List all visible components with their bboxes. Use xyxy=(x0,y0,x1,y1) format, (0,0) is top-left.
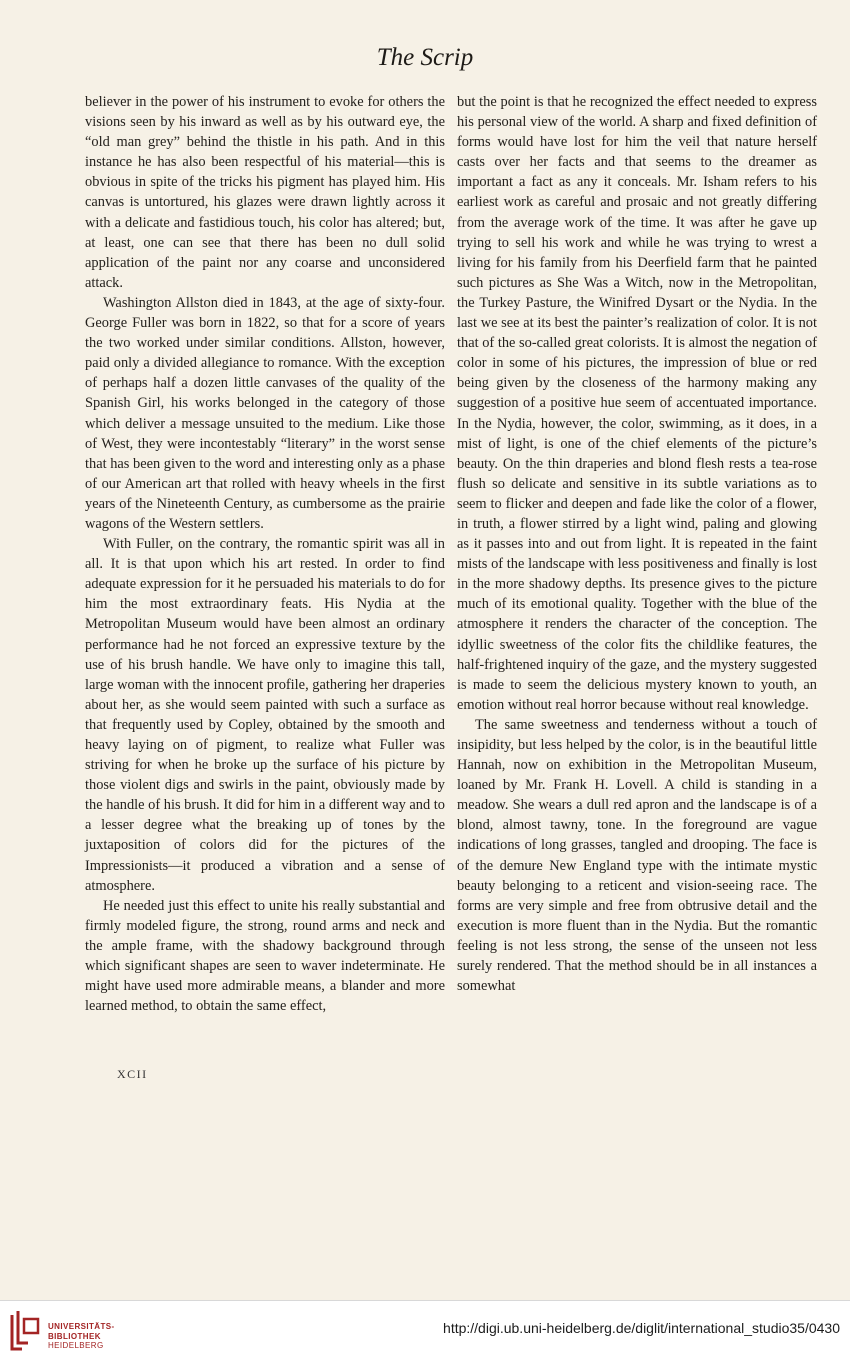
paragraph: believer in the power of his instrument to evoke for others the visions seen by his inward as well as by his outward eye, the “old man grey” behind the thistle in his path. And in this instance he has also been respectful of his material—this is obvious in spite of the tricks his pigment has played him. His canvas is untortured, his glazes were drawn lightly across it with a delicate and fastidious touch, his color has altered; but, at least, one can see that there has been no dull solid application of the paint nor any coarse and unconsidered attack. xyxy=(85,94,445,291)
paragraph: With Fuller, on the contrary, the romantic spirit was all in all. It is that upon which his art rested. In order to find adequate expression for it he persuaded his materials to do for him the most extraordinary feats. His Nydia at the Metropolitan Museum would have been almost an ordinary performance had he not forced an expressive texture by the use of his brush handle. We have only to imagine this tall, large woman with the innocent profile, gathering her draperies about her, as she would seem painted with such a surface as that frequently used by Copley, obtained by the smooth and heavy laying on of pigment, to realize what Fuller was striving for when he broke up the surface of his picture by those violent digs and swirls in the paint, obviously made by the handle of his brush. It did for him in a different way and to a lesser degree what the breaking up of tones by the juxtaposition of colors did for the pictures of the Impressionists—it produced a vibration and a sense of atmosphere. xyxy=(85,536,445,894)
library-name-line1: UNIVERSITÄTS- xyxy=(48,1322,115,1331)
right-column xyxy=(457,92,817,995)
library-logo-icon xyxy=(8,1309,44,1353)
running-head: The Scrip xyxy=(376,44,474,71)
library-name-line2: BIBLIOTHEK xyxy=(48,1331,101,1341)
source-url-link[interactable]: http://digi.ub.uni-heidelberg.de/diglit/international_studio35/0430 xyxy=(443,1320,840,1336)
library-name-line3: HEIDELBERG xyxy=(48,1341,104,1350)
page-number: XCII xyxy=(117,1067,148,1081)
paragraph: Washington Allston died in 1843, at the age of sixty-four. George Fuller was born in 1822, so that for a score of years the two worked under similar conditions. Allston, however, paid only a divided allegiance to romance. With the exception of perhaps half a dozen little canvases of the quality of the Spanish Girl, his works belonged in the category of those which deliver a message unsuited to the medium. Like those of West, they were incontestably “literary” in the worst sense that has been given to the word and interesting only as a phase of our American art that rolled with heavy wheels in the first years of the Nineteenth Century, as cumbersome as the prairie wagons of the Western settlers. xyxy=(85,294,445,532)
left-column xyxy=(85,92,445,1015)
library-name xyxy=(48,1322,115,1351)
viewer-footer xyxy=(0,1300,850,1361)
paragraph: He needed just this effect to unite his really substantial and firmly modeled figure, the strong, round arms and neck and the ample frame, with the shadowy background through which significant shapes are seen to waver indeterminate. He might have used more admirable means, a blander and more learned method, to obtain the same effect, xyxy=(85,897,445,1015)
library-logo[interactable] xyxy=(8,1309,188,1355)
paragraph: but the point is that he recognized the effect needed to express his personal view of the world. A sharp and fixed definition of forms would have lost for him the veil that nature herself casts over her facts and that seems to the dreamer as important a fact as any it conceals. Mr. Isham refers to his earliest work as careful and prosaic and not greatly differing from the average work of the time. It was after he gave up trying to sell his work and while he was trying to wrest a living for his family from his Deerfield farm that he painted such pictures as She Was a Witch, now in the Metropolitan, the Turkey Pasture, the Winifred Dysart or the Nydia. In the last we see at its best the painter’s realization of color. It is not that of the so-called great colorists. It is almost the negation of color in some of his pictures, the impression of blue or red being given by the closeness of the harmony making any suggestion of a positive hue seem of accentuated importance. In the Nydia, however, the color, swimming, as it does, in a mist of light, is one of the chief elements of the picture’s beauty. On the thin draperies and blond flesh rests a tea-rose flush so delicate and sensitive in its subtle variations as to seem to flicker and deepen and fade like the color of a flower, in truth, a flower stirred by a light wind, paling and glowing as it passes into and out from light. It is repeated in the faint mists of the landscape with less positiveness and finally is lost in the more shadowy depths. Its presence gives to the picture much of its emotional quality. Together with the blue of the atmosphere it renders the character of the conception. The idyllic sweetness of the color fits the childlike features, the half-frightened inquiry of the gaze, and the mystery suggested is made to seem the delicious mystery known to youth, an emotion without real horror because without real knowledge. xyxy=(457,94,817,713)
paragraph: The same sweetness and tenderness without a touch of insipidity, but less helped by the color, is in the beautiful little Hannah, now on exhibition in the Metropolitan Museum, loaned by Mr. Frank H. Lovell. A child is standing in a meadow. She wears a dull red apron and the landscape is of a blond, almost tawny, tone. In the foreground are vague indications of long grasses, tangled and drooping. The face is of the demure New England type with the intimate mystic beauty belonging to a reticent and vision-seeing race. The forms are very simple and free from obtrusive detail and the execution is more fluent than in the Nydia. But the romantic feeling is not less strong, the sense of the unseen not less surely rendered. That the method should be in all instances a somewhat xyxy=(457,716,817,995)
